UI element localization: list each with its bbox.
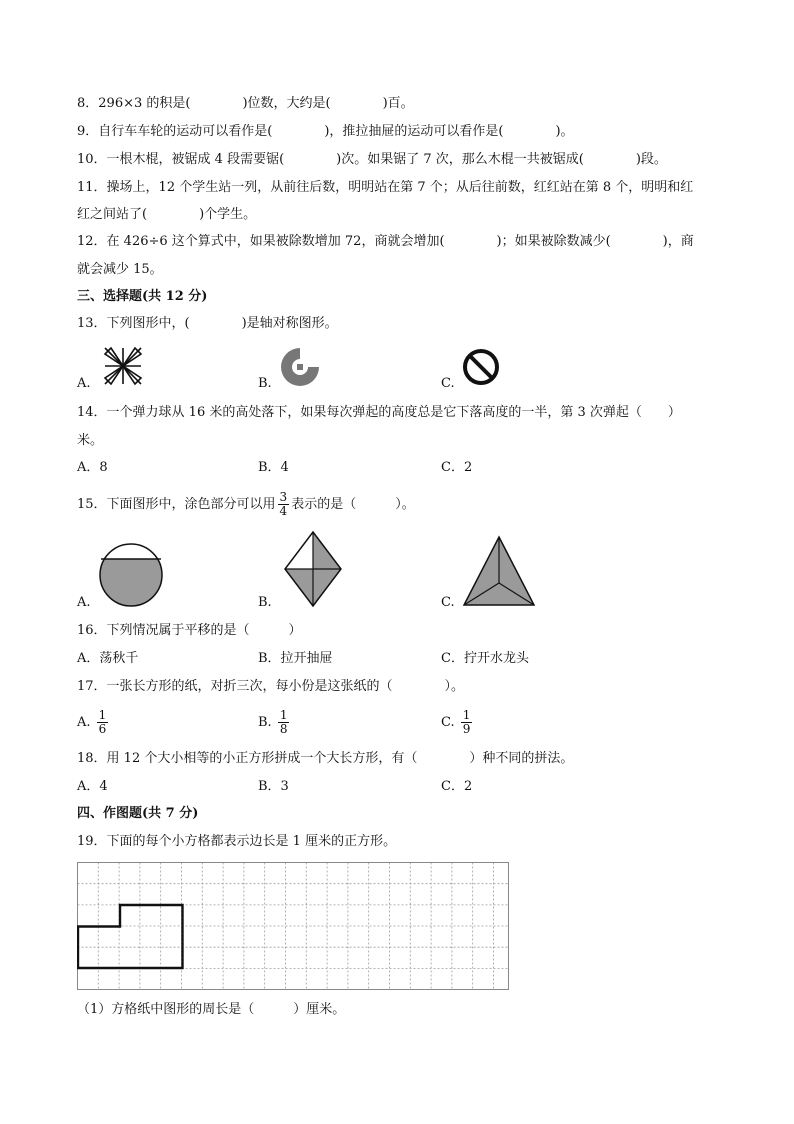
q14-option-c: C．2 bbox=[441, 460, 473, 475]
question-14-line2: 米。 bbox=[77, 433, 104, 448]
q18-option-b: B．3 bbox=[258, 779, 289, 794]
q17-option-a bbox=[77, 706, 110, 740]
fraction-numerator: 1 bbox=[279, 708, 288, 722]
q15-option-b-label: B. bbox=[258, 595, 272, 610]
triangle-shaded-figure bbox=[462, 535, 536, 607]
q17-option-b-fraction bbox=[278, 709, 290, 736]
fraction-denominator: 8 bbox=[279, 722, 288, 736]
q17-option-c-label: C. bbox=[441, 715, 455, 730]
question-10: 10．一根木棍，被锯成 4 段需要锯( )次。如果锯了 7 次，那么木棍一共被锯成( )段。 bbox=[77, 152, 667, 167]
question-19-part-1: （1）方格纸中图形的周长是（ ）厘米。 bbox=[77, 1002, 346, 1017]
question-11-line1: 11．操场上，12 个学生站一列，从前往后数，明明站在第 7 个；从后往前数，红红站在第 8 个，明明和红 bbox=[77, 180, 694, 195]
grid-lines bbox=[78, 863, 509, 990]
q14-option-a: A．8 bbox=[77, 460, 108, 475]
q17-option-c-fraction bbox=[461, 709, 473, 736]
question-15 bbox=[77, 488, 415, 522]
grid-shape-outline bbox=[78, 905, 183, 968]
q16-option-a: A．荡秋千 bbox=[77, 651, 139, 666]
fraction-denominator: 6 bbox=[98, 722, 107, 736]
circle-shaded-figure bbox=[96, 540, 166, 610]
question-16: 16．下列情况属于平移的是（ ） bbox=[77, 623, 302, 638]
q14-option-b: B．4 bbox=[258, 460, 289, 475]
fraction-numerator: 1 bbox=[98, 708, 107, 722]
q18-option-c: C．2 bbox=[441, 779, 473, 794]
q13-option-a-label: A. bbox=[77, 376, 91, 391]
question-12-line1: 12．在 426÷6 这个算式中，如果被除数增加 72，商就会增加( )；如果被除数减少( )，商 bbox=[77, 234, 694, 249]
q17-option-a-label: A. bbox=[77, 715, 91, 730]
section-3-heading: 三、选择题(共 12 分) bbox=[77, 289, 208, 304]
q15-text-pre: 15．下面图形中，涂色部分可以用 bbox=[77, 497, 276, 512]
pinwheel-figure bbox=[103, 346, 143, 386]
bank-logo-figure bbox=[280, 347, 320, 387]
question-14-line1: 14．一个弹力球从 16 米的高处落下，如果每次弹起的高度总是它下落高度的一半，第 3 次弹起（ ） bbox=[77, 405, 681, 420]
fraction-denominator: 9 bbox=[462, 722, 471, 736]
question-19: 19．下面的每个小方格都表示边长是 1 厘米的正方形。 bbox=[77, 834, 397, 849]
q17-option-b-label: B. bbox=[258, 715, 272, 730]
q18-option-a: A．4 bbox=[77, 779, 108, 794]
q13-option-c-label: C. bbox=[441, 376, 455, 391]
section-4-heading: 四、作图题(共 7 分) bbox=[77, 806, 199, 821]
question-17: 17．一张长方形的纸，对折三次，每小份是这张纸的（ ）。 bbox=[77, 679, 465, 694]
q13-option-b-label: B. bbox=[258, 376, 272, 391]
q17-option-b bbox=[258, 706, 291, 740]
q17-option-c bbox=[441, 706, 474, 740]
q15-text-post: 表示的是（ ）。 bbox=[291, 497, 415, 512]
q16-option-c: C．拧开水龙头 bbox=[441, 651, 529, 666]
question-8: 8．296×3 的积是( )位数，大约是( )百。 bbox=[77, 96, 414, 111]
rhombus-shaded-figure bbox=[283, 530, 343, 608]
square-grid-figure bbox=[77, 862, 511, 992]
question-12-line2: 就会减少 15。 bbox=[77, 262, 163, 277]
q15-option-c-label: C. bbox=[441, 595, 455, 610]
question-13: 13．下列图形中，( )是轴对称图形。 bbox=[77, 316, 338, 331]
fraction-numerator: 3 bbox=[279, 490, 288, 504]
no-sign-figure bbox=[462, 348, 500, 386]
q16-option-b: B．拉开抽屉 bbox=[258, 651, 333, 666]
fraction-denominator: 4 bbox=[279, 504, 288, 518]
fraction-three-quarters bbox=[278, 491, 290, 518]
question-11-line2: 红之间站了( )个学生。 bbox=[77, 207, 257, 222]
q15-option-a-label: A. bbox=[77, 595, 91, 610]
question-18: 18．用 12 个大小相等的小正方形拼成一个大长方形，有（ ）种不同的拼法。 bbox=[77, 751, 574, 766]
question-9: 9．自行车车轮的运动可以看作是( )，推拉抽屉的运动可以看作是( )。 bbox=[77, 124, 574, 139]
q17-option-a-fraction bbox=[97, 709, 109, 736]
fraction-numerator: 1 bbox=[462, 708, 471, 722]
